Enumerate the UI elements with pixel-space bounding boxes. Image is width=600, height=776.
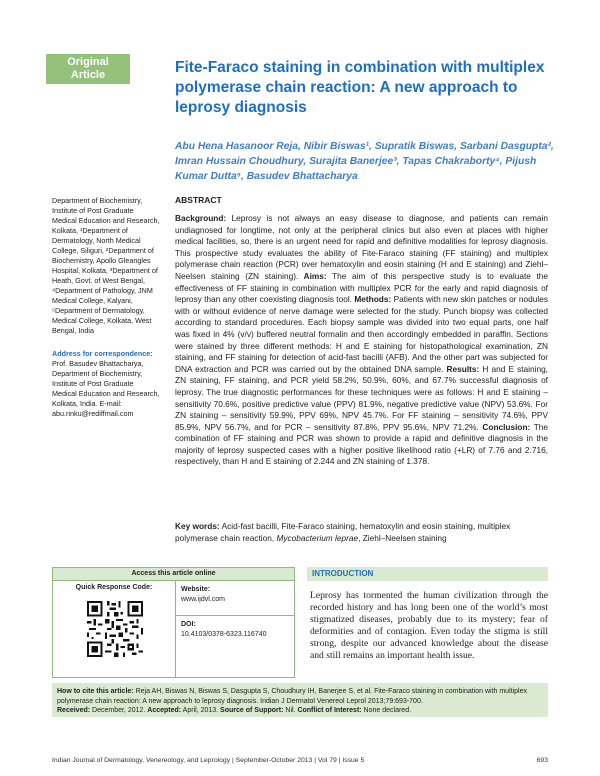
- qr-code-icon[interactable]: [87, 601, 143, 657]
- abstract-methods: Patients with new skin patches or nodules with or without evidence of nerve damage were selected for the study. Punch biopsy was collected according to standard procedures. Each biopsy sample was divided into two equal parts, one half was fixed in 4% (v/v) buffered neutral formalin and then accordingly embedded in paraffin. Sections were stained by three different methods: H and E staining for histopathological examination, ZN staining, and FF staining for detection of acid-fast bacilli (AFB). And the other part was subjected for DNA extraction and PCR was carried out by the obtained DNA sample.: [175, 294, 548, 374]
- badge-line2: Article: [70, 69, 106, 81]
- abstract-conclusion: The combination of FF staining and PCR was shown to provide a rapid and definitive diagnosis in the majority of leprosy suspected cases with a higher positive likelihood ratio (+LR) of 7.76 and 2.716, respectively, than H and E staining of 2.244 and ZN staining of 1.378.: [175, 421, 549, 467]
- abstract-background: Leprosy is not always an easy disease to diagnose, and patients can remain undiagnosed for longtime, not only at the peripheral clinics but also even at places with higher medical facilities, so, there is an urgent need for rapid and definitive modalities for leprosy diagnosis. This prospective study evaluates the ability of Fite-Faraco staining (FF staining) and multiplex polymerase chain reaction (PCR) over hematoxylin and eosin staining (H and E staining) and Ziehl–Neelsen staining (ZN staining).: [175, 213, 548, 281]
- accepted-date: April, 2013.: [181, 707, 221, 715]
- abstract-heading: ABSTRACT: [175, 195, 222, 205]
- correspondence-heading: Address for correspondence:: [52, 349, 153, 358]
- introduction-text: Leprosy has tormented the human civilization through the recorded history and has long been one of the world’s most stigmatized diseases, probably due to its mystery; fear of deformities and of contagion. Even today the stigma is still strong, despite our advanced knowledge about the disease and still remains an important health issue.: [310, 590, 548, 661]
- keywords: [175, 521, 548, 544]
- abstract-body: [175, 213, 548, 468]
- abstract-aims-label: Aims:: [298, 270, 327, 281]
- keywords-text: Acid-fast bacilli, Fite-Faraco staining, hematoxylin and eosin staining, multiplex polymerase chain reaction,: [175, 521, 511, 543]
- introduction-heading: INTRODUCTION: [307, 567, 548, 581]
- accepted-label: Accepted:: [147, 707, 182, 715]
- website-link[interactable]: www.ijdvl.com: [181, 595, 225, 603]
- website-label: Website:: [181, 586, 211, 593]
- keywords-end: , Ziehl–Neelsen staining: [358, 532, 447, 543]
- citation-text: Reja AH, Biswas N, Biswas S, Dasgupta S, Choudhury IH, Banerjee S, et al. Fite-Faraco staining in combination with multiplex polymerase chain reaction: A new approach to leprosy diagnosis. Indian J Dermatol Venereol Leprol 2013;79:693-700.: [57, 688, 527, 705]
- citation-box: [52, 683, 548, 717]
- doi-label: DOI:: [181, 621, 196, 628]
- access-online-box: [52, 567, 295, 678]
- author-list: Abu Hena Hasanoor Reja, Nibir Biswas¹, Supratik Biswas, Sarbani Dasgupta², Imran Hussain Choudhury, Surajita Banerjee³, Tapas Chakraborty⁴, Pijush Kumar Dutta⁵, Basudev Bhattacharya: [175, 141, 554, 182]
- received-label: Received:: [57, 707, 91, 715]
- article-type-badge: [46, 54, 130, 84]
- keywords-label: Key words:: [175, 521, 220, 531]
- doi-info: [181, 620, 293, 639]
- correspondence-body: Prof. Basudev Bhattacharya, Department of Biochemistry, Institute of Post Graduate Medical Education and Research, Kolkata, India. E-mail: abu.rinku@rediffmail.com: [52, 359, 160, 418]
- article-title: Fite-Faraco staining in combination with multiplex polymerase chain reaction: A new approach to leprosy diagnosis: [175, 59, 545, 116]
- doi-link[interactable]: 10.4103/0378-6323.116740: [181, 630, 267, 638]
- citation-label: How to cite this article:: [57, 688, 134, 695]
- abstract-background-label: Background:: [175, 213, 227, 223]
- page-number: 693: [536, 757, 548, 764]
- qr-label: Quick Response Code:: [75, 584, 153, 591]
- support-label: Source of Support:: [220, 707, 284, 715]
- abstract-methods-label: Methods:: [352, 294, 392, 305]
- affiliations: Department of Biochemistry, Institute of Post Graduate Medical Education and Research, Kolkata, ¹Department of Dermatology, North Medical College, Siliguri, ²Department of Biochemistry, Apollo Gleangles Hospital, Kolkata, ³Department of Heath, Govt. of West Bengal, ⁴Department of Pathology, JNM Medical College, Kalyani, ⁵Department of Dermatology, Medical College, Kolkata, West Bengal, India: [52, 196, 160, 335]
- correspondence-block: [52, 349, 160, 419]
- journal-info: Indian Journal of Dermatology, Venereology, and Leprology | September-October 2013 | Vol 79 | Issue 5: [52, 757, 365, 764]
- conflict-label: Conflict of Interest:: [297, 707, 362, 715]
- received-date: December, 2012.: [90, 707, 148, 715]
- keywords-italic: Mycobacterium leprae: [276, 532, 359, 543]
- conflict-value: None declared.: [361, 707, 412, 715]
- access-header: Access this article online: [53, 568, 294, 581]
- qr-column: [53, 580, 176, 677]
- badge-line1: Original: [67, 56, 109, 68]
- page-footer: [52, 757, 548, 764]
- access-info: [181, 585, 293, 604]
- abstract-results: H and E staining, ZN staining, FF staining, and PCR yield 58.2%, 50.9%, 60%, and 67.7% successful diagnosis of leprosy. The true diagnostic performances for these techniques were as follows: H and E staining – sensitivity 70.6%, positive predictive value (PPV) 81.9%, negative predictive value (NPV) 53.6%. For ZN staining – sensitivity 59.9%, PPV 69%, NPV 45.7%. For FF staining – sensitivity 74.6%, PPV 85.9%, NPV 56.7%, and for PCR – sensitivity 87.8%, PPV 95.6%, NPV 71.2%.: [175, 363, 548, 432]
- abstract-conclusion-label: Conclusion:: [478, 421, 531, 432]
- abstract-aims: The aim of this perspective study is to evaluate the effectiveness of FF staining in combination with multiplex PCR for the early and rapid diagnosis of leprosy than any other coexisting diagnosis tool.: [175, 270, 548, 305]
- support-value: Nil.: [283, 707, 298, 715]
- access-divider: [175, 615, 294, 616]
- abstract-results-label: Results:: [443, 363, 480, 374]
